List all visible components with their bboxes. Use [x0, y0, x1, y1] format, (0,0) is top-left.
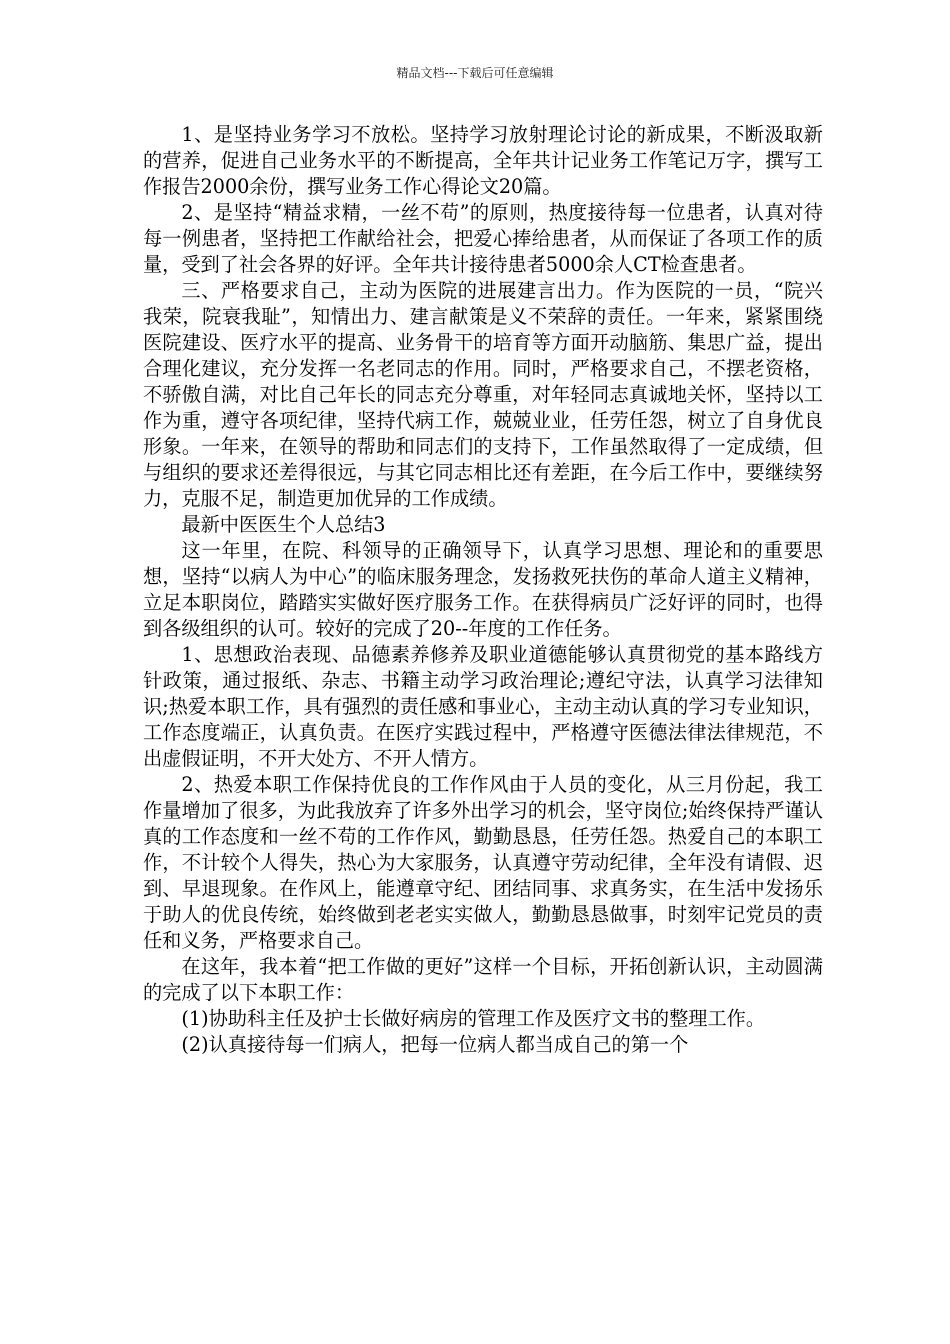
paragraph: (1)协助科主任及护士长做好病房的管理工作及医疗文书的整理工作。: [181, 1007, 766, 1030]
paragraph: 这一年里，在院、科领导的正确领导下，认真学习思想、理论和的重要思想，坚持“以病人为中心”的临床服务理念，发扬救死扶伤的革命人道主义精神，立足本职岗位，踏踏实实做好医疗服务工作。在获得病员广泛好评的同时，也得到各级组织的认可。较好的完成了20--年度的工作任务。: [143, 539, 823, 640]
paragraph: 三、严格要求自己，主动为医院的进展建言出力。作为医院的一员，“院兴我荣，院衰我耻”，知情出力、建言献策是义不荣辞的责任。一年来，紧紧围绕医院建设、医疗水平的提高、业务骨干的培育等方面开动脑筋、集思广益，提出合理化建议，充分发挥一名老同志的作用。同时，严格要求自己，不摆老资格，不骄傲自满，对比自己年长的同志充分尊重，对年轻同志真诚地关怀，坚持以工作为重，遵守各项纪律，坚持代病工作，兢兢业业，任劳任怨，树立了自身优良形象。一年来，在领导的帮助和同志们的支持下，工作虽然取得了一定成绩，但与组织的要求还差得很远，与其它同志相比还有差距，在今后工作中，要继续努力，克服不足，制造更加优异的工作成绩。: [143, 279, 823, 510]
section-heading: 最新中医医生个人总结3: [181, 513, 386, 536]
paragraph: 1、思想政治表现、品德素养修养及职业道德能够认真贯彻党的基本路线方针政策，通过报纸、杂志、书籍主动学习政治理论;遵纪守法，认真学习法律知识;热爱本职工作，具有强烈的责任感和事业心，主动主动认真的学习专业知识，工作态度端正，认真负责。在医疗实践过程中，严格遵守医德法律法律规范，不出虚假证明，不开大处方、不开人情方。: [143, 643, 823, 770]
document-body: [143, 122, 823, 1058]
paragraph: (2)认真接待每一们病人，把每一位病人都当成自己的第一个: [181, 1033, 689, 1056]
page-header: 精品文档---下载后可任意编辑: [396, 66, 554, 80]
paragraph: 在这年，我本着“把工作做的更好”这样一个目标，开拓创新认识，主动圆满的完成了以下本职工作：: [143, 955, 823, 1004]
paragraph: 2、热爱本职工作保持优良的工作作风由于人员的变化，从三月份起，我工作量增加了很多，为此我放弃了许多外出学习的机会，坚守岗位;始终保持严谨认真的工作态度和一丝不苟的工作作风，勤勤恳恳，任劳任怨。热爱自己的本职工作，不计较个人得失，热心为大家服务，认真遵守劳动纪律，全年没有请假、迟到、早退现象。在作风上，能遵章守纪、团结同事、求真务实，在生活中发扬乐于助人的优良传统，始终做到老老实实做人，勤勤恳恳做事，时刻牢记党员的责任和义务，严格要求自己。: [143, 773, 823, 952]
paragraph: 1、是坚持业务学习不放松。坚持学习放射理论讨论的新成果，不断汲取新的营养，促进自己业务水平的不断提高，全年共计记业务工作笔记万字，撰写工作报告2000余份，撰写业务工作心得论文20篇。: [143, 123, 823, 198]
paragraph: 2、是坚持“精益求精，一丝不苟”的原则，热度接待每一位患者，认真对待每一例患者，坚持把工作献给社会，把爱心捧给患者，从而保证了各项工作的质量，受到了社会各界的好评。全年共计接待患者5000余人CT检查患者。: [143, 201, 823, 276]
